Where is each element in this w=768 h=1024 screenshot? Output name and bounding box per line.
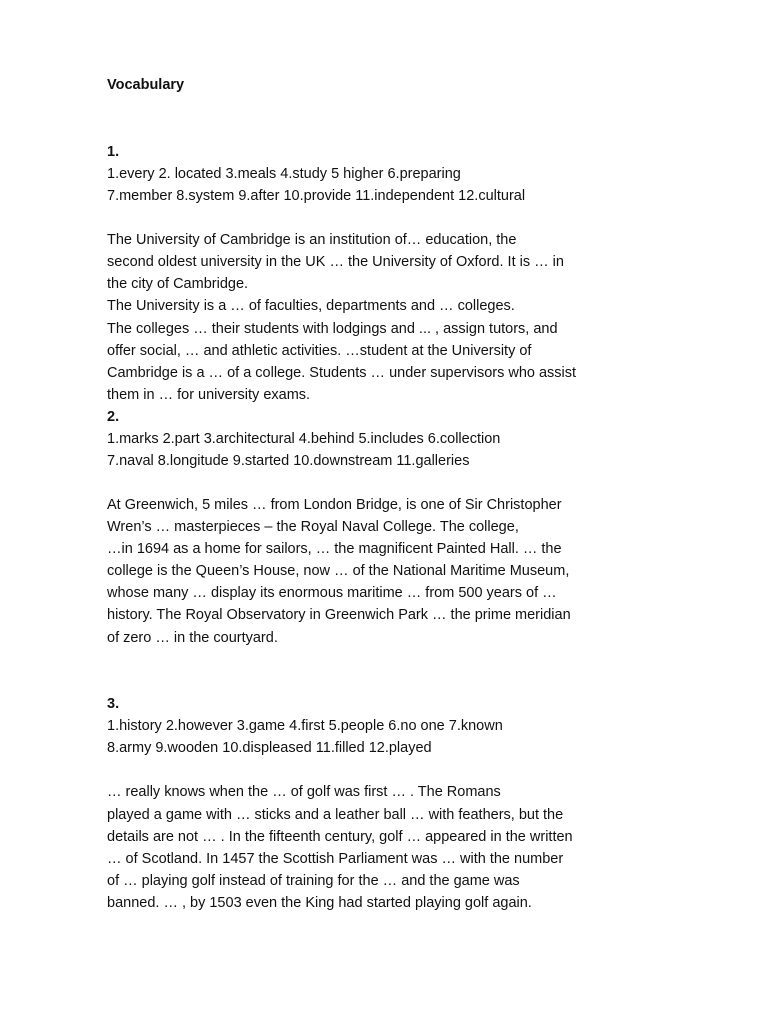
section-2-text-line-5: whose many … display its enormous maritime … from 500 years of … [107,585,557,601]
section-1-text-line-3: the city of Cambridge. [107,276,249,292]
section-2-text-line-4: college is the Queen’s House, now … of the National Maritime Museum, [107,563,570,579]
section-1-text-line-6: offer social, … and athletic activities. …student at the University of [107,343,532,359]
section-1-text-line-2: second oldest university in the UK … the University of Oxford. It is … in [107,254,564,270]
section-1-word-line-2: 7.member 8.system 9.after 10.provide 11.independent 12.cultural [107,188,526,204]
section-3-number: 3. [107,696,120,712]
section-3-text-line-3: details are not … . In the fifteenth century, golf … appeared in the written [107,829,573,845]
section-2-word-line-2: 7.naval 8.longitude 9.started 10.downstream 11.galleries [107,453,470,469]
section-1-word-line-1: 1.every 2. located 3.meals 4.study 5 higher 6.preparing [107,166,461,182]
section-3-text-line-6: banned. … , by 1503 even the King had started playing golf again. [107,895,532,911]
section-2-text-line-2: Wren’s … masterpieces – the Royal Naval College. The college, [107,519,519,535]
section-2-text-line-7: of zero … in the courtyard. [107,630,278,646]
section-2-text-line-3: …in 1694 as a home for sailors, … the magnificent Painted Hall. … the [107,541,562,557]
section-2-number: 2. [107,409,120,425]
section-3-text-line-5: of … playing golf instead of training for the … and the game was [107,873,520,889]
section-2-text-line-1: At Greenwich, 5 miles … from London Bridge, is one of Sir Christopher [107,497,562,513]
section-1-text-line-7: Cambridge is a … of a college. Students … under supervisors who assist [107,365,577,381]
section-3-text-line-1: … really knows when the … of golf was first … . The Romans [107,784,501,800]
section-1-text-line-5: The colleges … their students with lodgings and ... , assign tutors, and [107,321,558,337]
section-1-number: 1. [107,144,120,160]
section-2-word-line-1: 1.marks 2.part 3.architectural 4.behind 5.includes 6.collection [107,431,501,447]
document-title: Vocabulary [107,77,185,93]
section-3-word-line-1: 1.history 2.however 3.game 4.first 5.people 6.no one 7.known [107,718,503,734]
section-3-text-line-4: … of Scotland. In 1457 the Scottish Parliament was … with the number [107,851,564,867]
section-1-text-line-4: The University is a … of faculties, departments and … colleges. [107,298,515,314]
section-2-text-line-6: history. The Royal Observatory in Greenwich Park … the prime meridian [107,607,571,623]
section-3-word-line-2: 8.army 9.wooden 10.displeased 11.filled 12.played [107,740,432,756]
section-1-text-line-1: The University of Cambridge is an institution of… education, the [107,232,517,248]
section-1-text-line-8: them in … for university exams. [107,387,311,403]
section-3-text-line-2: played a game with … sticks and a leather ball … with feathers, but the [107,807,564,823]
